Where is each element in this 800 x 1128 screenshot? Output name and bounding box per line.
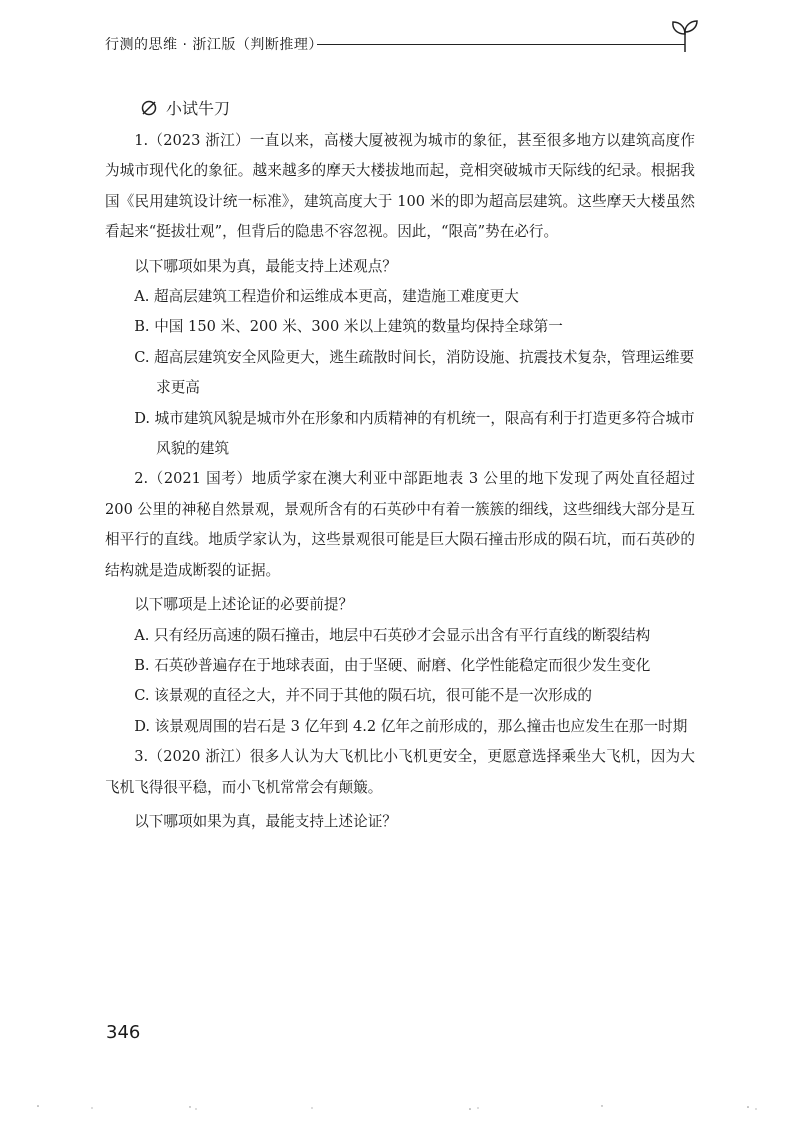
question-2 — [105, 464, 695, 742]
question-prompt: 以下哪项如果为真，最能支持上述观点？ — [134, 257, 397, 275]
question-prompt: 以下哪项如果为真，最能支持上述论证？ — [134, 812, 397, 830]
option-d: D. 该景观周围的岩石是 3 亿年到 4.2 亿年之前形成的，那么撞击也应发生在那一时期 — [134, 717, 688, 735]
option-b: B. 石英砂普遍存在于地球表面，由于坚硬、耐磨、化学性能稳定而很少发生变化 — [134, 656, 651, 674]
question-list — [105, 126, 695, 837]
question-1 — [105, 126, 695, 464]
question-3 — [105, 742, 695, 837]
option-d: D. 城市建筑风貌是城市外在形象和内质精神的有机统一，限高有利于打造更多符合城市风貌的建筑 — [134, 409, 695, 458]
sprout-icon — [669, 18, 701, 54]
running-header — [105, 28, 705, 58]
page-number: 346 — [106, 1022, 141, 1043]
question-stem: 1.（2023 浙江）一直以来，高楼大厦被视为城市的象征，甚至很多地方以建筑高度作为城市现代化的象征。越来越多的摩天大楼拔地而起，竞相突破城市天际线的纪录。根据我国《民用建筑设计统一标准》，建筑高度大于 100 米的即为超高层建筑。这些摩天大楼虽然看起来“挺拔壮观”，但背后的隐患不容忽视。因此，“限高”势在必行。 — [105, 132, 695, 241]
book-title: 行测的思维 · 浙江版（判断推理） — [105, 37, 323, 53]
question-stem: 3.（2020 浙江）很多人认为大飞机比小飞机更安全，更愿意选择乘坐大飞机，因为大飞机飞得很平稳，而小飞机常常会有颠簸。 — [105, 748, 695, 796]
header-rule — [317, 44, 685, 45]
option-c: C. 超高层建筑安全风险更大，逃生疏散时间长，消防设施、抗震技术复杂，管理运维要求更高 — [134, 348, 695, 397]
option-a: A. 只有经历高速的陨石撞击，地层中石英砂才会显示出含有平行直线的断裂结构 — [134, 626, 651, 644]
option-a: A. 超高层建筑工程造价和运维成本更高，建造施工难度更大 — [134, 288, 519, 306]
option-c: C. 该景观的直径之大，并不同于其他的陨石坑，很可能不是一次形成的 — [134, 687, 592, 705]
slashed-circle-icon — [140, 99, 158, 117]
section-heading — [140, 96, 230, 119]
question-stem: 2.（2021 国考）地质学家在澳大利亚中部距地表 3 公里的地下发现了两处直径超过 200 公里的神秘自然景观，景观所含有的石英砂中有着一簇簇的细线，这些细线大部分是互相平行的直线。地质学家认为，这些景观很可能是巨大陨石撞击形成的陨石坑，而石英砂的结构就是造成断裂的证据。 — [105, 470, 695, 579]
question-prompt: 以下哪项是上述论证的必要前提？ — [134, 596, 354, 614]
section-title: 小试牛刀 — [166, 99, 231, 118]
scan-noise — [0, 1100, 800, 1120]
option-b: B. 中国 150 米、200 米、300 米以上建筑的数量均保持全球第一 — [134, 318, 563, 336]
